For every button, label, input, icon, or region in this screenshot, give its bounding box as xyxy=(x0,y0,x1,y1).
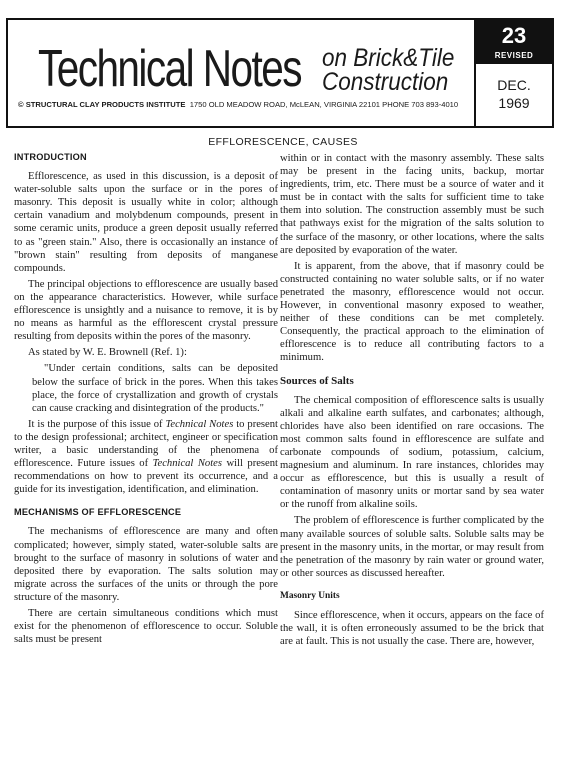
section-heading-mechanisms: MECHANISMS OF EFFLORESCENCE xyxy=(14,507,182,518)
block-quote: "Under certain conditions, salts can be deposited below the surface of brick in the pores. When this takes place, the force of crystallization and growth of crystals can cause cracking and disintegration of the products." xyxy=(32,363,278,414)
masthead xyxy=(6,18,554,128)
paragraph: The problem of efflorescence is further complicated by the many available sources of soluble salts. Soluble salts may be present in the masonry units, in the mortar, or may result from the penetration of the masonry by rain water or ground water, or other sources as discussed hereafter. xyxy=(280,515,544,579)
right-column xyxy=(280,152,544,651)
subsection-heading-masonry-units: Masonry Units xyxy=(280,590,340,601)
paragraph: The principal objections to efflorescence are usually based on the appearance characteristics. However, while surface efflorescence is unsightly and a nuisance to remove, it is by no means as harmful as the efflorescent crystal pressure resulting from deposits within the pores of the masonry. xyxy=(14,278,278,343)
paragraph: Efflorescence, as used in this discussion, is a deposit of water-soluble salts upon the surface or in the pores of masonry. This deposit is usually white in color; although certain vanadium and molybdenum compounds, present in some ceramic units, produce a green deposit usually referred to as "green stain." Also, there is occasionally an instance of "brown stain" resulting from deposits of manganese compounds. xyxy=(14,171,278,274)
paragraph: As stated by W. E. Brownell (Ref. 1): xyxy=(28,347,187,359)
paragraph: It is apparent, from the above, that if masonry could be constructed containing no water soluble salts, or if no water penetrated the masonry, efflorescence would not occur. However, in conventional masonry exposed to weather, neither of these conditions can be met completely. Consequently, the practical approach to the elimination of efflorescence is to reduce all contributing factors to a minimum. xyxy=(280,260,544,364)
paragraph: The chemical composition of efflorescence salts is usually alkali and alkaline earth sulfates, and carbonates; although, chlorides have also been identified on rare occasions. The most common salts found in efflorescence are sulfate and carbonate compounds of sodium, potassium, calcium, magnesium and aluminum. In rare instances, chlorides may occur as efflorescence, but this is usually a result of contamination of masonry units or mortar sand by sea water or the runoff from alkaline soils. xyxy=(280,394,544,511)
masthead-subtitle-line2: Construction xyxy=(322,68,449,96)
issue-date xyxy=(476,64,552,112)
paragraph: It is the purpose of this issue of Technical Notes to present to the design professional; architect, engineer or specification writer, a basic understanding of the phenomena of efflorescence. Future issues of Technical Notes will present recommendations on how to prevent its occurrence, and a guide for its investigation, identification, and elimination. xyxy=(14,418,278,496)
publisher-address: 1750 OLD MEADOW ROAD, McLEAN, VIRGINIA 22101 PHONE 703 893-4010 xyxy=(189,100,459,109)
issue-box xyxy=(474,20,552,126)
paragraph: Since efflorescence, when it occurs, appears on the face of the wall, it is often erroneously assumed to be the brick that are at fault. This is not usually the case. There are, however, xyxy=(280,610,544,648)
issue-month: DEC. xyxy=(497,77,531,93)
left-column xyxy=(14,151,278,649)
masthead-subtitle-line1: on Brick&Tile xyxy=(322,44,455,72)
revised-label: REVISED xyxy=(494,51,534,60)
masthead-subtitle xyxy=(322,46,454,94)
publisher-name: © STRUCTURAL CLAY PRODUCTS INSTITUTE xyxy=(18,100,186,109)
section-heading-introduction: INTRODUCTION xyxy=(14,152,87,162)
subsection-heading-sources: Sources of Salts xyxy=(280,374,354,387)
paragraph: within or in contact with the masonry assembly. These salts may be present in the facing units, backup, mortar ingredients, trim, etc. There must be a source of water and it must be in contact with the salts for sufficient time to take them into solution. The construction assembly must be such that pathways exist for the migration of the salts solution to the surface of the masonry, or other locations, where the salts are deposited by evaporation of the water. xyxy=(280,153,544,256)
article-title: EFFLORESCENCE, CAUSES xyxy=(208,136,358,148)
paragraph: The mechanisms of efflorescence are many and often complicated; however, simply stated, water-soluble salts are brought to the surface of masonry in solutions of water and deposited there by evaporation. The salts solution may migrate across the surfaces of the units or through the pore structure of the masonry. xyxy=(14,526,278,603)
issue-number-block xyxy=(476,20,552,64)
paragraph: There are certain simultaneous conditions which must exist for the phenomenon of efflorescence to occur. Soluble salts must be present xyxy=(14,608,278,646)
masthead-address-line xyxy=(18,100,478,109)
issue-year: 1969 xyxy=(498,95,530,111)
masthead-title: Technical Notes xyxy=(38,40,301,98)
issue-number: 23 xyxy=(501,23,527,48)
